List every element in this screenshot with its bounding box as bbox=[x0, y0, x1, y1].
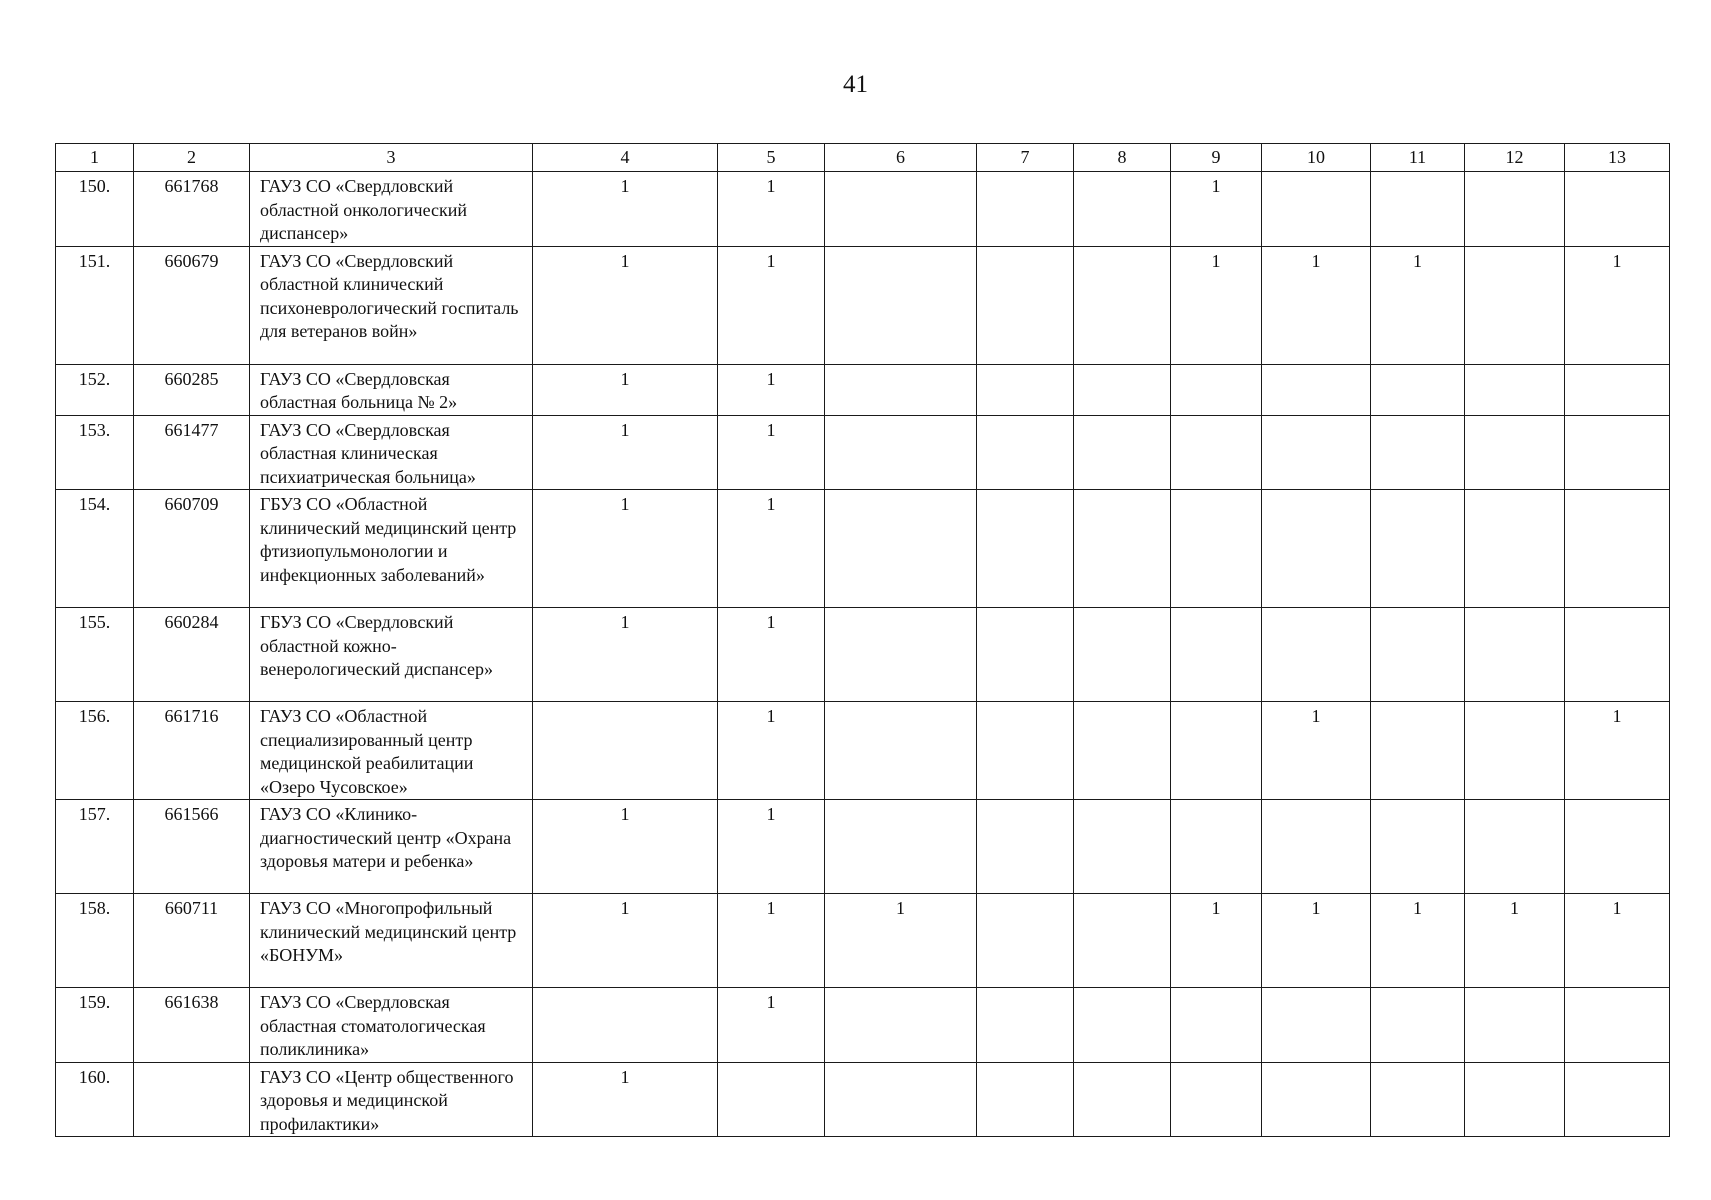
value-cell: 1 bbox=[533, 364, 718, 415]
row-number-cell: 160. bbox=[56, 1062, 134, 1137]
organization-code-cell: 661566 bbox=[134, 800, 250, 894]
value-cell bbox=[1262, 490, 1371, 608]
row-number-cell: 158. bbox=[56, 894, 134, 988]
value-cell: 1 bbox=[718, 364, 825, 415]
value-cell: 1 bbox=[718, 490, 825, 608]
table-row bbox=[56, 246, 1670, 364]
value-cell bbox=[718, 1062, 825, 1137]
column-header: 9 bbox=[1171, 144, 1262, 172]
value-cell bbox=[977, 800, 1074, 894]
value-cell: 1 bbox=[533, 490, 718, 608]
organization-code-cell: 660679 bbox=[134, 246, 250, 364]
value-cell bbox=[1371, 702, 1465, 800]
column-header: 11 bbox=[1371, 144, 1465, 172]
value-cell: 1 bbox=[533, 608, 718, 702]
value-cell: 1 bbox=[1565, 894, 1670, 988]
value-cell bbox=[1371, 172, 1465, 247]
value-cell bbox=[1565, 988, 1670, 1063]
value-cell: 1 bbox=[718, 246, 825, 364]
value-cell bbox=[977, 988, 1074, 1063]
value-cell bbox=[1465, 988, 1565, 1063]
value-cell bbox=[1262, 172, 1371, 247]
organization-name-cell: ГАУЗ СО «Многопрофильный клинический медицинский центр «БОНУМ» bbox=[250, 894, 533, 988]
organization-code-cell bbox=[134, 1062, 250, 1137]
value-cell: 1 bbox=[718, 415, 825, 490]
value-cell: 1 bbox=[718, 608, 825, 702]
value-cell bbox=[977, 894, 1074, 988]
value-cell bbox=[533, 702, 718, 800]
column-header: 2 bbox=[134, 144, 250, 172]
table-row bbox=[56, 608, 1670, 702]
value-cell bbox=[1074, 1062, 1171, 1137]
organization-name-cell: ГБУЗ СО «Свердловский областной кожно-венерологический диспансер» bbox=[250, 608, 533, 702]
organization-code-cell: 661477 bbox=[134, 415, 250, 490]
value-cell bbox=[1262, 608, 1371, 702]
column-header: 4 bbox=[533, 144, 718, 172]
value-cell bbox=[1371, 800, 1465, 894]
value-cell bbox=[825, 800, 977, 894]
value-cell bbox=[1565, 364, 1670, 415]
organization-code-cell: 661768 bbox=[134, 172, 250, 247]
column-header: 12 bbox=[1465, 144, 1565, 172]
value-cell: 1 bbox=[1262, 246, 1371, 364]
row-number-cell: 155. bbox=[56, 608, 134, 702]
value-cell: 1 bbox=[1171, 172, 1262, 247]
value-cell bbox=[825, 246, 977, 364]
organization-name-cell: ГАУЗ СО «Свердловская областная стоматологическая поликлиника» bbox=[250, 988, 533, 1063]
value-cell bbox=[1074, 364, 1171, 415]
value-cell: 1 bbox=[1262, 702, 1371, 800]
table-row bbox=[56, 988, 1670, 1063]
table-row bbox=[56, 172, 1670, 247]
table-header-row bbox=[56, 144, 1670, 172]
value-cell bbox=[1074, 702, 1171, 800]
value-cell bbox=[1371, 490, 1465, 608]
value-cell bbox=[1465, 364, 1565, 415]
row-number-cell: 154. bbox=[56, 490, 134, 608]
value-cell bbox=[1371, 415, 1465, 490]
value-cell bbox=[1171, 702, 1262, 800]
value-cell: 1 bbox=[1171, 894, 1262, 988]
value-cell bbox=[825, 364, 977, 415]
organization-name-cell: ГБУЗ СО «Областной клинический медицинский центр фтизиопульмонологии и инфекционных заболеваний» bbox=[250, 490, 533, 608]
value-cell bbox=[1371, 608, 1465, 702]
value-cell: 1 bbox=[718, 702, 825, 800]
value-cell bbox=[977, 490, 1074, 608]
organization-code-cell: 660284 bbox=[134, 608, 250, 702]
value-cell bbox=[1171, 608, 1262, 702]
table-row bbox=[56, 415, 1670, 490]
value-cell bbox=[1262, 364, 1371, 415]
organization-code-cell: 660285 bbox=[134, 364, 250, 415]
row-number-cell: 156. bbox=[56, 702, 134, 800]
table-row bbox=[56, 894, 1670, 988]
value-cell bbox=[825, 702, 977, 800]
value-cell: 1 bbox=[1371, 894, 1465, 988]
organization-name-cell: ГАУЗ СО «Свердловский областной клинический психоневрологический госпиталь для ветеранов войн» bbox=[250, 246, 533, 364]
value-cell: 1 bbox=[1565, 702, 1670, 800]
value-cell bbox=[1171, 1062, 1262, 1137]
value-cell: 1 bbox=[533, 172, 718, 247]
value-cell bbox=[1465, 172, 1565, 247]
value-cell: 1 bbox=[533, 1062, 718, 1137]
value-cell bbox=[1074, 246, 1171, 364]
column-header: 10 bbox=[1262, 144, 1371, 172]
page-number: 41 bbox=[843, 71, 868, 98]
value-cell bbox=[825, 415, 977, 490]
table-row bbox=[56, 490, 1670, 608]
value-cell bbox=[1371, 364, 1465, 415]
value-cell bbox=[1074, 490, 1171, 608]
organization-code-cell: 660711 bbox=[134, 894, 250, 988]
value-cell bbox=[1465, 246, 1565, 364]
table-row bbox=[56, 702, 1670, 800]
value-cell bbox=[533, 988, 718, 1063]
value-cell bbox=[977, 1062, 1074, 1137]
organization-name-cell: ГАУЗ СО «Свердловская областная больница № 2» bbox=[250, 364, 533, 415]
value-cell bbox=[825, 608, 977, 702]
value-cell: 1 bbox=[1465, 894, 1565, 988]
column-header: 6 bbox=[825, 144, 977, 172]
value-cell bbox=[1171, 364, 1262, 415]
organization-name-cell: ГАУЗ СО «Клинико-диагностический центр «Охрана здоровья матери и ребенка» bbox=[250, 800, 533, 894]
value-cell bbox=[1565, 490, 1670, 608]
organization-code-cell: 661638 bbox=[134, 988, 250, 1063]
value-cell bbox=[977, 246, 1074, 364]
row-number-cell: 152. bbox=[56, 364, 134, 415]
organization-name-cell: ГАУЗ СО «Центр общественного здоровья и медицинской профилактики» bbox=[250, 1062, 533, 1137]
organization-code-cell: 661716 bbox=[134, 702, 250, 800]
column-header: 7 bbox=[977, 144, 1074, 172]
table-row bbox=[56, 1062, 1670, 1137]
value-cell: 1 bbox=[1171, 246, 1262, 364]
value-cell bbox=[1465, 490, 1565, 608]
column-header: 5 bbox=[718, 144, 825, 172]
value-cell bbox=[977, 608, 1074, 702]
value-cell bbox=[1074, 988, 1171, 1063]
row-number-cell: 153. bbox=[56, 415, 134, 490]
value-cell bbox=[1262, 415, 1371, 490]
value-cell bbox=[1262, 1062, 1371, 1137]
value-cell bbox=[977, 364, 1074, 415]
value-cell bbox=[1171, 800, 1262, 894]
organization-name-cell: ГАУЗ СО «Областной специализированный центр медицинской реабилитации «Озеро Чусовское» bbox=[250, 702, 533, 800]
value-cell bbox=[1465, 800, 1565, 894]
organization-name-cell: ГАУЗ СО «Свердловская областная клиническая психиатрическая больница» bbox=[250, 415, 533, 490]
row-number-cell: 159. bbox=[56, 988, 134, 1063]
value-cell bbox=[1371, 988, 1465, 1063]
value-cell bbox=[1262, 800, 1371, 894]
column-header: 8 bbox=[1074, 144, 1171, 172]
value-cell: 1 bbox=[718, 172, 825, 247]
value-cell bbox=[1565, 608, 1670, 702]
value-cell bbox=[1074, 172, 1171, 247]
column-header: 1 bbox=[56, 144, 134, 172]
value-cell bbox=[1074, 608, 1171, 702]
value-cell bbox=[1074, 894, 1171, 988]
row-number-cell: 150. bbox=[56, 172, 134, 247]
value-cell: 1 bbox=[533, 246, 718, 364]
value-cell bbox=[977, 172, 1074, 247]
value-cell bbox=[1565, 1062, 1670, 1137]
value-cell bbox=[1074, 415, 1171, 490]
column-header: 3 bbox=[250, 144, 533, 172]
value-cell bbox=[1371, 1062, 1465, 1137]
value-cell: 1 bbox=[1371, 246, 1465, 364]
value-cell: 1 bbox=[533, 894, 718, 988]
value-cell bbox=[1465, 415, 1565, 490]
row-number-cell: 157. bbox=[56, 800, 134, 894]
value-cell: 1 bbox=[1565, 246, 1670, 364]
value-cell bbox=[1565, 800, 1670, 894]
value-cell bbox=[1262, 988, 1371, 1063]
value-cell bbox=[1171, 490, 1262, 608]
value-cell bbox=[1074, 800, 1171, 894]
table-row bbox=[56, 800, 1670, 894]
value-cell bbox=[825, 490, 977, 608]
value-cell bbox=[1171, 415, 1262, 490]
organization-name-cell: ГАУЗ СО «Свердловский областной онкологический диспансер» bbox=[250, 172, 533, 247]
value-cell bbox=[1565, 172, 1670, 247]
value-cell: 1 bbox=[825, 894, 977, 988]
column-header: 13 bbox=[1565, 144, 1670, 172]
organization-code-cell: 660709 bbox=[134, 490, 250, 608]
value-cell: 1 bbox=[533, 800, 718, 894]
table-row bbox=[56, 364, 1670, 415]
value-cell bbox=[1465, 608, 1565, 702]
value-cell: 1 bbox=[533, 415, 718, 490]
value-cell: 1 bbox=[718, 988, 825, 1063]
value-cell bbox=[1465, 702, 1565, 800]
value-cell bbox=[1171, 988, 1262, 1063]
value-cell bbox=[1465, 1062, 1565, 1137]
table-body bbox=[56, 144, 1670, 1137]
value-cell bbox=[825, 1062, 977, 1137]
row-number-cell: 151. bbox=[56, 246, 134, 364]
value-cell: 1 bbox=[1262, 894, 1371, 988]
data-table bbox=[55, 143, 1670, 1137]
value-cell bbox=[825, 988, 977, 1063]
value-cell bbox=[825, 172, 977, 247]
value-cell bbox=[1565, 415, 1670, 490]
value-cell bbox=[977, 415, 1074, 490]
value-cell: 1 bbox=[718, 894, 825, 988]
value-cell bbox=[977, 702, 1074, 800]
value-cell: 1 bbox=[718, 800, 825, 894]
